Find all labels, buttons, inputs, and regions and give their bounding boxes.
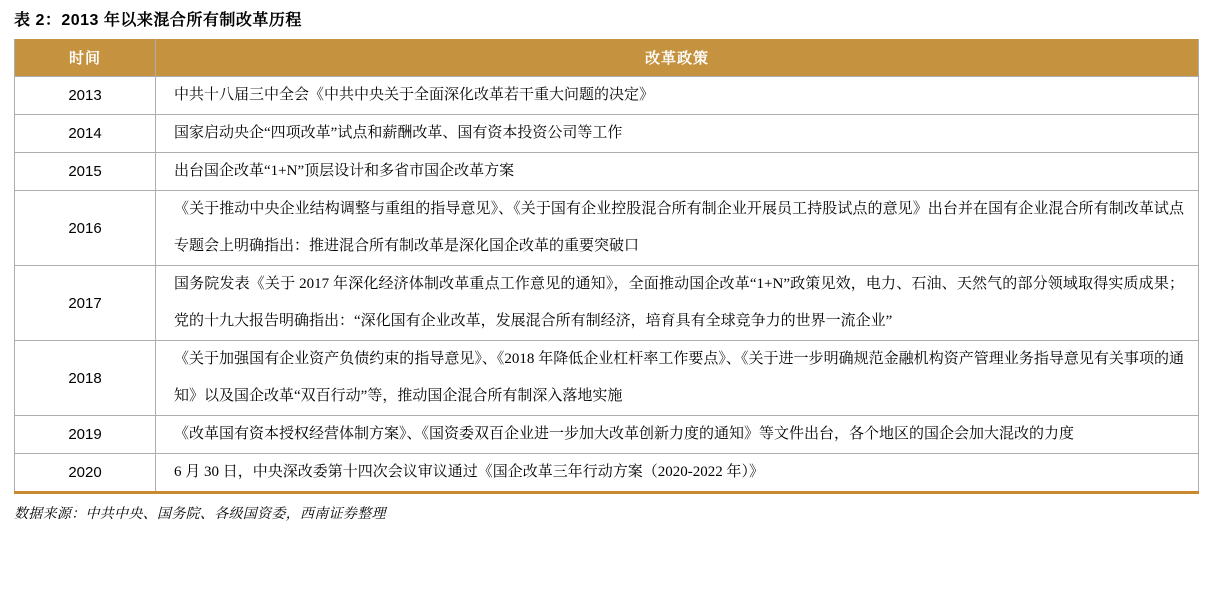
- policy-cell: 中共十八届三中全会《中共中央关于全面深化改革若干重大问题的决定》: [156, 77, 1199, 115]
- policy-cell: 国务院发表《关于 2017 年深化经济体制改革重点工作意见的通知》，全面推动国企改革“1+N”政策见效，电力、石油、天然气的部分领域取得实质成果；党的十九大报告明确指出：“深化国有企业改革，发展混合所有制经济，培育具有全球竞争力的世界一流企业”: [156, 266, 1199, 341]
- year-cell: 2019: [15, 416, 156, 454]
- table-title: 表 2：2013 年以来混合所有制改革历程: [14, 12, 302, 29]
- year-cell: 2013: [15, 77, 156, 115]
- table-row: [15, 153, 1199, 191]
- table-row: [15, 341, 1199, 416]
- year-cell: 2015: [15, 153, 156, 191]
- policy-cell: 《改革国有资本授权经营体制方案》、《国资委双百企业进一步加大改革创新力度的通知》等文件出台，各个地区的国企会加大混改的力度: [156, 416, 1199, 454]
- column-header-policy: 改革政策: [156, 39, 1199, 77]
- year-cell: 2020: [15, 454, 156, 493]
- policy-cell: 6 月 30 日，中央深改委第十四次会议审议通过《国企改革三年行动方案（2020-2022 年）》: [156, 454, 1199, 493]
- table-row: [15, 454, 1199, 493]
- table-body: [15, 77, 1199, 493]
- table-row: [15, 266, 1199, 341]
- year-cell: 2016: [15, 191, 156, 266]
- year-cell: 2017: [15, 266, 156, 341]
- policy-cell: 出台国企改革“1+N”顶层设计和多省市国企改革方案: [156, 153, 1199, 191]
- header-row: [15, 39, 1199, 77]
- table-row: [15, 416, 1199, 454]
- data-source-note: 数据来源：中共中央、国务院、各级国资委，西南证券整理: [14, 507, 386, 522]
- year-cell: 2018: [15, 341, 156, 416]
- table-row: [15, 191, 1199, 266]
- policy-cell: 国家启动央企“四项改革”试点和薪酬改革、国有资本投资公司等工作: [156, 115, 1199, 153]
- reform-history-table: [14, 39, 1199, 494]
- table-row: [15, 115, 1199, 153]
- table-row: [15, 77, 1199, 115]
- year-cell: 2014: [15, 115, 156, 153]
- policy-cell: 《关于推动中央企业结构调整与重组的指导意见》、《关于国有企业控股混合所有制企业开展员工持股试点的意见》出台并在国有企业混合所有制改革试点专题会上明确指出：推进混合所有制改革是深化国企改革的重要突破口: [156, 191, 1199, 266]
- column-header-time: 时间: [15, 39, 156, 77]
- policy-cell: 《关于加强国有企业资产负债约束的指导意见》、《2018 年降低企业杠杆率工作要点》、《关于进一步明确规范金融机构资产管理业务指导意见有关事项的通知》以及国企改革“双百行动”等，推动国企混合所有制深入落地实施: [156, 341, 1199, 416]
- table-header: [15, 39, 1199, 77]
